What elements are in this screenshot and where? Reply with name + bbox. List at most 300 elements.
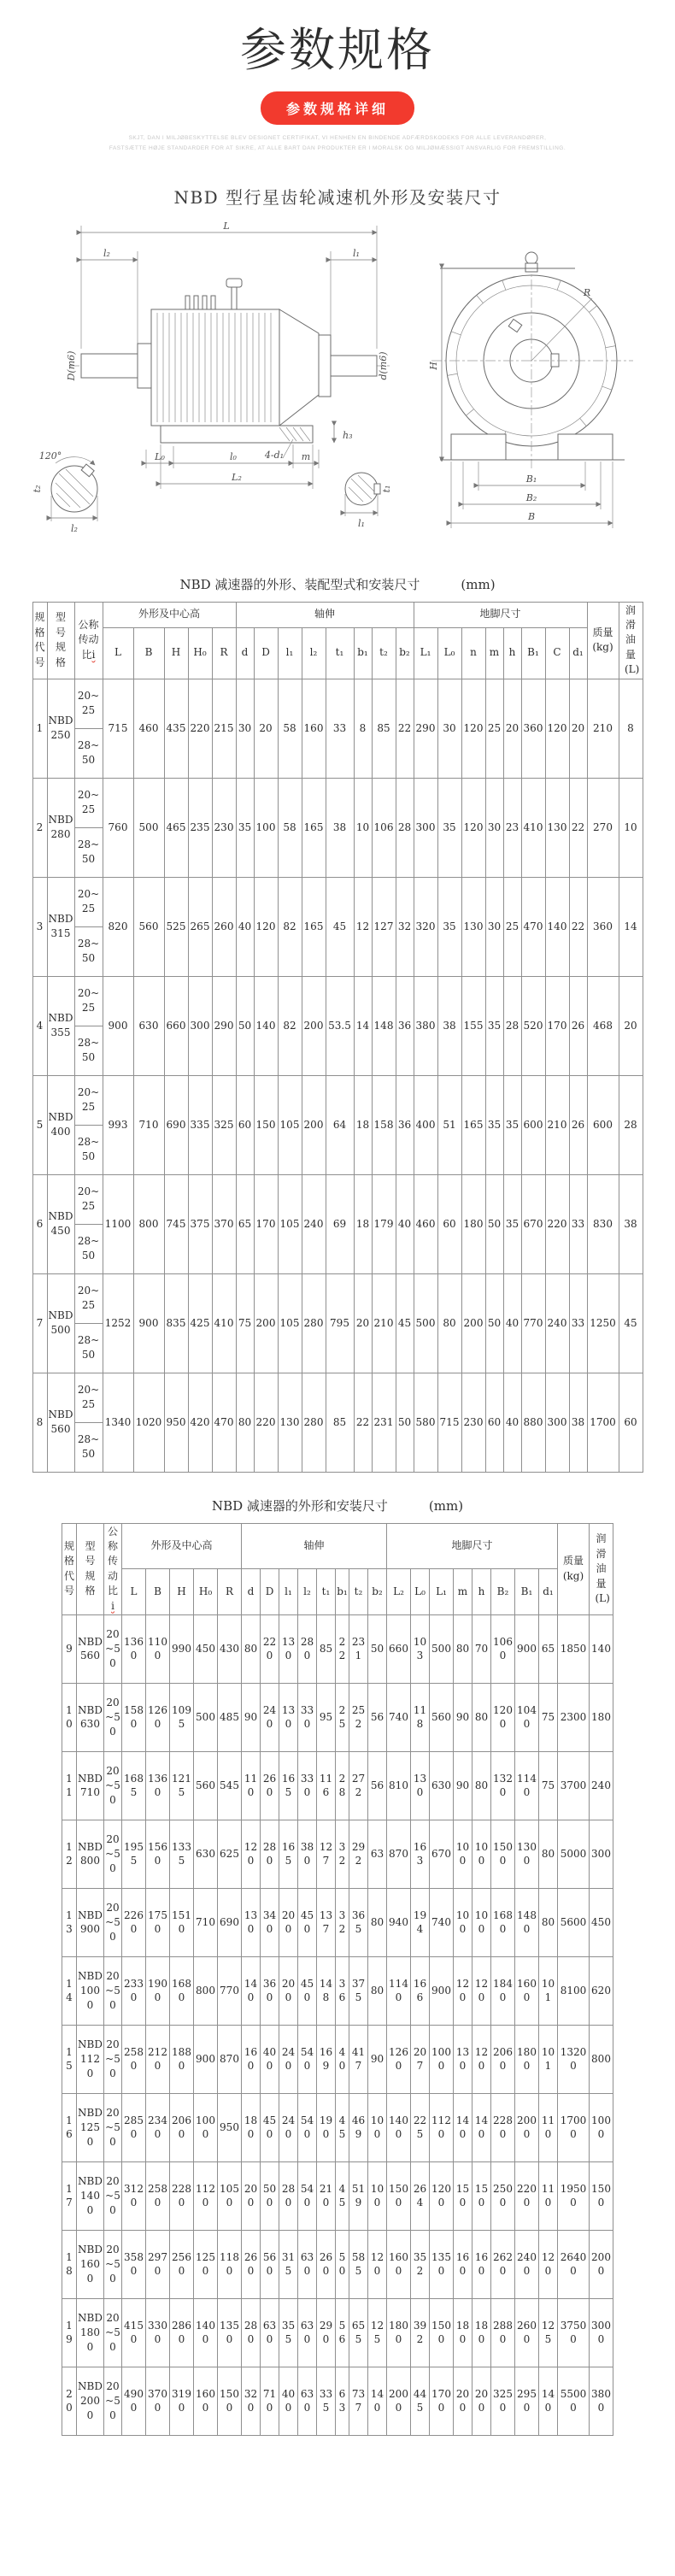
dim-cell: 360 <box>261 1956 279 2025</box>
mass-cell: 37500 <box>558 2298 590 2367</box>
disclaimer-line-2: FASTSÆTTE HØJE STANDARDER FOR AT SIKRE, AT ALLE BART DAN PRODUKTER ER I MORALSK OG MILJØMÆSSIGT ANSVARLIG FOR FREMSTILLING. <box>109 145 566 152</box>
dimension-table-1 <box>32 602 643 1473</box>
dim-cell: 670 <box>521 1174 545 1273</box>
dim-cell: 760 <box>103 778 133 877</box>
dim-label-L2: L₂ <box>232 471 242 483</box>
dim-cell: 45 <box>336 2161 349 2230</box>
dim-cell: 155 <box>461 976 485 1075</box>
dim-cell: 60 <box>437 1174 461 1273</box>
dim-cell: 32 <box>396 877 414 976</box>
spec-code-cell: 15 <box>62 2025 77 2093</box>
dim-cell: 35 <box>485 1075 503 1174</box>
dim-cell: 260 <box>242 2230 261 2298</box>
oil-cell: 20 <box>619 976 643 1075</box>
ratio-cell: 20~50 <box>104 1683 122 1751</box>
dim-cell: 180 <box>454 2298 472 2367</box>
dim-col-header: L <box>122 1569 146 1615</box>
ratio-cell: 20~50 <box>104 1614 122 1683</box>
dim-label-d-m6: d(m6) <box>378 351 389 380</box>
dim-cell: 500 <box>414 1273 437 1373</box>
dim-cell: 45 <box>396 1273 414 1373</box>
dim-cell: 375 <box>188 1174 212 1273</box>
dim-cell: 65 <box>539 1614 558 1683</box>
dim-cell: 1600 <box>515 1956 539 2025</box>
group-header-outline: 外形及中心高 <box>103 602 236 627</box>
dim-cell: 625 <box>218 1820 242 1888</box>
ratio-cell: 20~50 <box>104 1820 122 1888</box>
dim-cell: 1685 <box>122 1751 146 1820</box>
dim-cell: 100 <box>254 778 278 877</box>
dim-col-header: b₂ <box>368 1569 387 1615</box>
dim-cell: 1120 <box>430 2093 454 2161</box>
dim-cell: 28 <box>396 778 414 877</box>
dim-cell: 75 <box>236 1273 254 1373</box>
dim-cell: 770 <box>218 1956 242 2025</box>
oil-cell: 60 <box>619 1373 643 1472</box>
ratio-cell: 20~50 <box>104 2161 122 2230</box>
dim-cell: 469 <box>349 2093 368 2161</box>
spec-row <box>32 1075 643 1174</box>
dim-cell: 300 <box>414 778 437 877</box>
ratio-cell: 20~50 <box>104 2025 122 2093</box>
spec-code-cell: 8 <box>32 1373 47 1472</box>
dim-cell: 210 <box>317 2161 336 2230</box>
dim-cell: 292 <box>349 1820 368 1888</box>
dim-cell: 80 <box>368 1956 387 2025</box>
mass-cell: 17000 <box>558 2093 590 2161</box>
dim-cell: 500 <box>133 778 164 877</box>
dim-cell: 60 <box>485 1373 503 1472</box>
dim-cell: 1200 <box>430 2161 454 2230</box>
dim-cell: 392 <box>411 2298 430 2367</box>
model-cell: NBD 1800 <box>77 2298 104 2367</box>
dim-cell: 207 <box>411 2025 430 2093</box>
dim-cell: 80 <box>242 1614 261 1683</box>
dim-cell: 450 <box>298 1956 317 2025</box>
spec-row <box>32 1174 643 1273</box>
dim-cell: 380 <box>414 976 437 1075</box>
dim-cell: 100 <box>368 2093 387 2161</box>
dim-cell: 120 <box>472 1956 491 2025</box>
dim-cell: 180 <box>461 1174 485 1273</box>
dim-cell: 370 <box>212 1174 236 1273</box>
dim-cell: 63 <box>368 1820 387 1888</box>
col-header-oil: 润滑油量 (L) <box>590 1523 613 1614</box>
dim-cell: 2620 <box>491 2230 515 2298</box>
spec-code-cell: 17 <box>62 2161 77 2230</box>
dim-cell: 1320 <box>491 1751 515 1820</box>
dim-cell: 20 <box>569 679 587 778</box>
dim-cell: 1840 <box>491 1956 515 2025</box>
page-title: 参数规格 <box>240 25 435 76</box>
dim-cell: 127 <box>372 877 396 976</box>
dim-cell: 795 <box>326 1273 354 1373</box>
output-shaft-section <box>345 473 392 529</box>
dim-cell: 2280 <box>170 2161 194 2230</box>
model-cell: NBD 1600 <box>77 2230 104 2298</box>
dim-cell: 179 <box>372 1174 396 1273</box>
dim-cell: 690 <box>164 1075 188 1174</box>
dim-cell: 600 <box>521 1075 545 1174</box>
dim-cell: 130 <box>279 1614 298 1683</box>
spec-row <box>62 2230 613 2298</box>
dim-cell: 1800 <box>387 2298 411 2367</box>
model-cell: NBD 560 <box>77 1614 104 1683</box>
dim-cell: 20 <box>354 1273 372 1373</box>
dim-cell: 33 <box>326 679 354 778</box>
dim-cell: 163 <box>411 1820 430 1888</box>
dim-cell: 40 <box>336 2025 349 2093</box>
model-cell: NBD 500 <box>47 1273 74 1373</box>
dim-cell: 435 <box>164 679 188 778</box>
dim-cell: 36 <box>396 976 414 1075</box>
dim-label-4-d1: 4-d₁ <box>264 449 285 461</box>
dim-cell: 38 <box>569 1373 587 1472</box>
dim-cell: 900 <box>430 1956 454 2025</box>
dim-cell: 1680 <box>491 1888 515 1956</box>
dim-label-m: m <box>301 450 311 462</box>
dim-cell: 2560 <box>170 2230 194 2298</box>
model-cell: NBD 800 <box>77 1820 104 1888</box>
spec-row <box>62 1956 613 2025</box>
ratio-cell: 20~50 <box>104 1956 122 2025</box>
dim-cell: 35 <box>485 976 503 1075</box>
dim-cell: 950 <box>218 2093 242 2161</box>
dim-cell: 240 <box>261 1683 279 1751</box>
dim-label-H: H <box>428 361 439 370</box>
dim-cell: 1700 <box>430 2367 454 2435</box>
dim-cell: 36 <box>396 1075 414 1174</box>
model-cell: NBD 450 <box>47 1174 74 1273</box>
table-header-group-row <box>62 1523 613 1569</box>
dim-cell: 2880 <box>491 2298 515 2367</box>
dim-col-header: d₁ <box>569 627 587 679</box>
dim-label-l1: l₁ <box>353 247 360 259</box>
dim-cell: 22 <box>569 877 587 976</box>
spec-code-cell: 2 <box>32 778 47 877</box>
dim-cell: 200 <box>279 1956 298 2025</box>
dim-cell: 2850 <box>122 2093 146 2161</box>
oil-cell: 2000 <box>590 2230 613 2298</box>
dim-cell: 280 <box>298 1614 317 1683</box>
dim-cell: 190 <box>317 2093 336 2161</box>
dim-cell: 715 <box>437 1373 461 1472</box>
dim-cell: 8 <box>354 679 372 778</box>
dim-cell: 51 <box>437 1075 461 1174</box>
col-header-mass: 质量 (kg) <box>558 1523 590 1614</box>
dim-cell: 140 <box>242 1956 261 2025</box>
dim-cell: 56 <box>368 1751 387 1820</box>
dim-col-header: D <box>254 627 278 679</box>
dim-col-header: d₁ <box>539 1569 558 1615</box>
dim-cell: 1260 <box>387 2025 411 2093</box>
dim-cell: 220 <box>545 1174 569 1273</box>
mass-cell: 830 <box>587 1174 619 1273</box>
dim-cell: 26 <box>569 1075 587 1174</box>
dim-cell: 1880 <box>170 2025 194 2093</box>
dim-cell: 231 <box>372 1373 396 1472</box>
dim-cell: 25 <box>503 877 521 976</box>
oil-cell: 28 <box>619 1075 643 1174</box>
dim-cell: 200 <box>254 1273 278 1373</box>
dim-cell: 70 <box>472 1614 491 1683</box>
dim-cell: 28 <box>503 976 521 1075</box>
dim-cell: 2400 <box>515 2230 539 2298</box>
dim-cell: 23 <box>503 778 521 877</box>
oil-cell: 3000 <box>590 2298 613 2367</box>
dim-col-header: t₂ <box>372 627 396 679</box>
dim-cell: 417 <box>349 2025 368 2093</box>
dim-cell: 130 <box>461 877 485 976</box>
dim-cell: 260 <box>317 2230 336 2298</box>
dim-cell: 200 <box>242 2161 261 2230</box>
dim-cell: 940 <box>387 1888 411 1956</box>
dim-cell: 125 <box>539 2298 558 2367</box>
model-cell: NBD 1400 <box>77 2161 104 2230</box>
dim-cell: 2000 <box>387 2367 411 2435</box>
dim-cell: 1500 <box>387 2161 411 2230</box>
dim-cell: 1350 <box>218 2298 242 2367</box>
dim-cell: 950 <box>164 1373 188 1472</box>
ratio-i-mark: i <box>91 648 96 661</box>
dim-cell: 460 <box>414 1174 437 1273</box>
dim-col-header: L₀ <box>411 1569 430 1615</box>
dim-cell: 430 <box>218 1614 242 1683</box>
oil-cell: 14 <box>619 877 643 976</box>
spec-row <box>62 2093 613 2161</box>
spec-code-cell: 10 <box>62 1683 77 1751</box>
dim-cell: 1095 <box>170 1683 194 1751</box>
spec-row <box>62 1820 613 1888</box>
mass-cell: 1850 <box>558 1614 590 1683</box>
dim-col-header: C <box>545 627 569 679</box>
section-title: NBD 型行星齿轮减速机外形及安装尺寸 <box>173 186 502 208</box>
spec-row <box>32 1373 643 1472</box>
dim-cell: 22 <box>354 1373 372 1472</box>
dim-cell: 110 <box>539 2161 558 2230</box>
dim-cell: 130 <box>411 1751 430 1820</box>
spec-row <box>32 1273 643 1373</box>
dim-cell: 4900 <box>122 2367 146 2435</box>
dim-cell: 3580 <box>122 2230 146 2298</box>
dim-cell: 380 <box>298 1820 317 1888</box>
dim-cell: 110 <box>539 2093 558 2161</box>
dim-cell: 30 <box>485 877 503 976</box>
col-header-spec-code: 规格代号 <box>32 602 47 679</box>
dim-cell: 85 <box>317 1614 336 1683</box>
dim-cell: 1350 <box>430 2230 454 2298</box>
spec-row <box>62 1888 613 1956</box>
dim-cell: 200 <box>472 2367 491 2435</box>
dim-cell: 35 <box>503 1075 521 1174</box>
mass-cell: 8100 <box>558 1956 590 2025</box>
mass-cell: 1700 <box>587 1373 619 1472</box>
spec-code-cell: 6 <box>32 1174 47 1273</box>
oil-cell: 1000 <box>590 2093 613 2161</box>
dim-cell: 50 <box>336 2230 349 2298</box>
dim-cell: 105 <box>278 1174 302 1273</box>
dim-cell: 690 <box>218 1888 242 1956</box>
spec-code-cell: 18 <box>62 2230 77 2298</box>
mass-cell: 5600 <box>558 1888 590 1956</box>
model-cell: NBD 2000 <box>77 2367 104 2435</box>
group-header-shaft: 轴伸 <box>242 1523 387 1569</box>
dim-cell: 35 <box>437 778 461 877</box>
dim-cell: 335 <box>188 1075 212 1174</box>
dim-cell: 993 <box>103 1075 133 1174</box>
model-cell: NBD 1250 <box>77 2093 104 2161</box>
dim-cell: 80 <box>539 1888 558 1956</box>
dim-col-header: b₁ <box>354 627 372 679</box>
col-header-ratio: 公称传动比i <box>74 602 103 679</box>
dim-label-B: B <box>527 510 536 522</box>
dim-cell: 252 <box>349 1683 368 1751</box>
dim-cell: 14 <box>354 976 372 1075</box>
dim-cell: 630 <box>298 2230 317 2298</box>
dim-cell: 165 <box>461 1075 485 1174</box>
dim-col-header: L₁ <box>430 1569 454 1615</box>
spec-row <box>62 1683 613 1751</box>
dim-cell: 120 <box>472 2025 491 2093</box>
dim-cell: 26 <box>569 976 587 1075</box>
dim-cell: 900 <box>515 1614 539 1683</box>
model-cell: NBD 630 <box>77 1683 104 1751</box>
dim-cell: 900 <box>103 976 133 1075</box>
dim-cell: 170 <box>545 976 569 1075</box>
dim-cell: 140 <box>472 2093 491 2161</box>
dim-cell: 82 <box>278 976 302 1075</box>
dim-cell: 810 <box>387 1751 411 1820</box>
dim-cell: 2120 <box>146 2025 170 2093</box>
dim-cell: 880 <box>521 1373 545 1472</box>
dim-cell: 1000 <box>194 2093 218 2161</box>
dim-cell: 148 <box>317 1956 336 2025</box>
dim-cell: 101 <box>539 2025 558 2093</box>
dim-cell: 50 <box>236 976 254 1075</box>
dim-col-header: l₂ <box>298 1569 317 1615</box>
dim-cell: 82 <box>278 877 302 976</box>
dim-cell: 300 <box>188 976 212 1075</box>
dim-cell: 35 <box>236 778 254 877</box>
spec-row <box>62 2161 613 2230</box>
model-cell: NBD 1000 <box>77 1956 104 2025</box>
dim-cell: 38 <box>326 778 354 877</box>
dim-col-header: n <box>461 627 485 679</box>
dim-cell: 137 <box>317 1888 336 1956</box>
dim-cell: 630 <box>298 2367 317 2435</box>
dim-cell: 35 <box>437 877 461 976</box>
dim-cell: 230 <box>461 1373 485 1472</box>
dim-cell: 710 <box>261 2367 279 2435</box>
ratio-cell: 20~50 <box>104 2298 122 2367</box>
dim-col-header: m <box>485 627 503 679</box>
dim-cell: 450 <box>298 1888 317 1956</box>
dim-cell: 1600 <box>387 2230 411 2298</box>
dim-cell: 520 <box>521 976 545 1075</box>
oil-cell: 240 <box>590 1751 613 1820</box>
ratio-cell: 20~25 28~50 <box>74 778 103 877</box>
dim-cell: 120 <box>254 877 278 976</box>
col-header-mass: 质量 (kg) <box>587 602 619 679</box>
spec-code-cell: 5 <box>32 1075 47 1174</box>
mass-cell: 1250 <box>587 1273 619 1373</box>
dim-cell: 325 <box>212 1075 236 1174</box>
dim-cell: 130 <box>242 1888 261 1956</box>
dim-cell: 660 <box>164 976 188 1075</box>
dim-cell: 200 <box>302 1075 326 1174</box>
dim-cell: 1580 <box>122 1683 146 1751</box>
dim-cell: 36 <box>336 1956 349 2025</box>
mass-cell: 5000 <box>558 1820 590 1888</box>
dim-cell: 140 <box>545 877 569 976</box>
dim-cell: 770 <box>521 1273 545 1373</box>
dim-cell: 220 <box>261 1614 279 1683</box>
mass-cell: 26400 <box>558 2230 590 2298</box>
dim-col-header: B <box>133 627 164 679</box>
table-header-group-row <box>32 602 643 627</box>
oil-cell: 3800 <box>590 2367 613 2435</box>
oil-cell: 800 <box>590 2025 613 2093</box>
dim-label-l2-section: l₂ <box>71 522 78 534</box>
dim-cell: 230 <box>212 778 236 877</box>
dim-cell: 210 <box>545 1075 569 1174</box>
dim-cell: 585 <box>349 2230 368 2298</box>
dim-cell: 130 <box>545 778 569 877</box>
dim-cell: 50 <box>485 1273 503 1373</box>
dim-col-header: h <box>472 1569 491 1615</box>
dimension-table-2 <box>62 1523 613 2436</box>
spec-code-cell: 16 <box>62 2093 77 2161</box>
dim-cell: 130 <box>279 1683 298 1751</box>
dim-cell: 1800 <box>515 2025 539 2093</box>
dim-col-header: l₁ <box>278 627 302 679</box>
dim-cell: 3300 <box>146 2298 170 2367</box>
dim-cell: 215 <box>212 679 236 778</box>
dim-cell: 58 <box>278 778 302 877</box>
side-view <box>32 221 392 534</box>
dim-col-header: D <box>261 1569 279 1615</box>
dim-cell: 365 <box>349 1888 368 1956</box>
table2-title <box>0 1497 675 1514</box>
dim-cell: 737 <box>349 2367 368 2435</box>
spec-row <box>32 679 643 778</box>
dim-cell: 560 <box>194 1751 218 1820</box>
spec-code-cell: 11 <box>62 1751 77 1820</box>
dim-cell: 30 <box>437 679 461 778</box>
front-view <box>428 252 633 528</box>
dim-cell: 180 <box>242 2093 261 2161</box>
spec-detail-badge: 参数规格详细 <box>261 91 414 125</box>
ratio-cell: 20~50 <box>104 1751 122 1820</box>
dim-col-header: B₂ <box>491 1569 515 1615</box>
dim-cell: 800 <box>133 1174 164 1273</box>
dim-cell: 90 <box>368 2025 387 2093</box>
dim-col-header: b₂ <box>396 627 414 679</box>
dim-cell: 150 <box>454 2161 472 2230</box>
dim-cell: 56 <box>368 1683 387 1751</box>
dim-cell: 2000 <box>515 2093 539 2161</box>
dim-cell: 630 <box>298 2298 317 2367</box>
dim-header-row <box>62 1569 613 1615</box>
spec-row <box>32 778 643 877</box>
dim-cell: 560 <box>430 1683 454 1751</box>
dim-cell: 1300 <box>515 1820 539 1888</box>
dim-cell: 1900 <box>146 1956 170 2025</box>
dim-cell: 425 <box>188 1273 212 1373</box>
dim-cell: 820 <box>103 877 133 976</box>
dim-col-header: d <box>236 627 254 679</box>
dim-cell: 160 <box>472 2230 491 2298</box>
